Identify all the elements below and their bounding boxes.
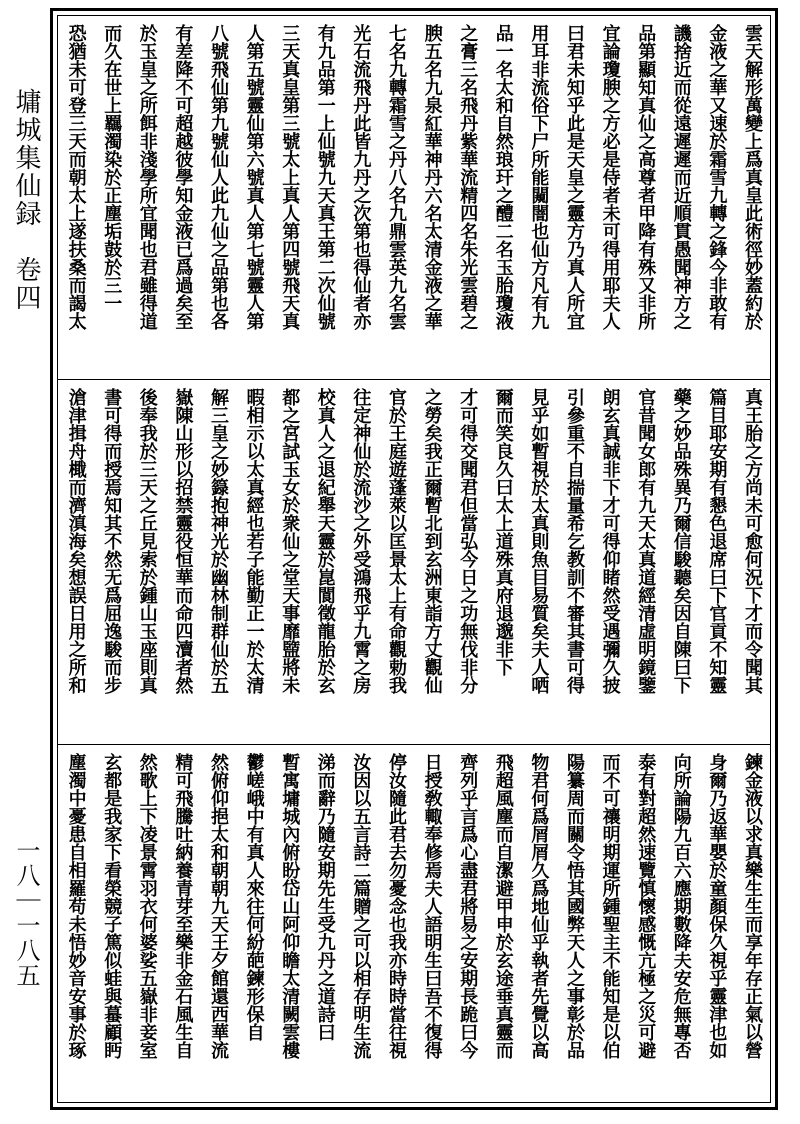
text-column: 然歌上下凌景霄羽衣何婆娑五嶽非妾室 — [136, 753, 158, 1059]
text-column: 官於王庭遊蓬萊以匡景太上有命觀勅我 — [385, 388, 407, 694]
text-column: 滄津揖舟檝而濟滇海矣想誤日用之所和 — [65, 388, 87, 694]
text-column: 鍊金液以求真樂生生而享年存正氣以營 — [741, 753, 763, 1059]
text-column: 光石流飛丹此皆九丹之次第也得仙者亦 — [350, 24, 372, 330]
text-column: 校真人之退紀舉天靈於崑閬徵龍胎於玄 — [314, 388, 336, 694]
text-column: 都之宮試玉女於衆仙之堂天事靡盬將未 — [279, 388, 301, 694]
text-column: 朗玄真誠非下才可得仰睹然受遇彌久披 — [599, 388, 621, 694]
text-column: 用耳非流俗下尸所能闚闇也仙方凡有九 — [528, 24, 550, 330]
text-column: 書可得而授焉知其不然无爲屈逸駿而步 — [101, 388, 123, 694]
text-column: 之膏三名飛丹紫華流精四名朱光雲碧之 — [457, 24, 479, 330]
text-column: 譏捨近而從遠遲遲而近順貫愚聞神方之 — [670, 24, 692, 330]
text-column: 真王胎之方尚未可愈何況下才而令聞其 — [741, 388, 763, 694]
text-column: 有差降不可超越彼學知金液已爲過矣至 — [172, 24, 194, 330]
margin-page-number: 一八｜一八五 — [12, 838, 40, 988]
text-column: 身爾乃返華嬰於童顏保久視乎靈津也如 — [706, 753, 728, 1059]
text-column: 品第顯知真仙之高尊者甲降有殊又非所 — [635, 24, 657, 330]
text-column: 品一名太和自然琅玕之醴二名玉胎瓊液 — [492, 24, 514, 330]
text-column: 金液之華又速於霜雪九轉之鋒今非敢有 — [706, 24, 728, 330]
text-column: 藥之妙品殊異乃爾信駿聽矣因自陳曰下 — [670, 388, 692, 694]
text-column: 然俯仰挹太和朝朝九天王夕館還西華流 — [207, 753, 229, 1059]
text-column: 於玉皇之所餌非淺學所宜聞也君雖得道 — [136, 24, 158, 330]
text-column: 鬱嵯峨中有真人來往何紛葩鍊形保自 — [243, 753, 265, 1041]
page-frame-inner — [57, 15, 771, 1103]
text-column: 八號飛仙第九號仙人此九仙之品第也各 — [207, 24, 229, 330]
text-column: 暫寓墉城內俯盼岱山阿仰瞻太清闕雲樓 — [279, 753, 301, 1059]
text-register-3 — [58, 745, 770, 1108]
text-column: 向所論陽九百六應期數降夫安危無專否 — [670, 753, 692, 1059]
text-column: 陽纂周而關令悟其國弊天人之事彰於品 — [563, 753, 585, 1059]
margin-title: 墉城集仙録 卷四 — [11, 88, 41, 312]
page-frame — [50, 8, 778, 1110]
text-column: 塵濁中憂患自相羅苟未悟妙音安事於琢 — [65, 753, 87, 1059]
text-column: 三天真皇第三號太上真人第四號飛天真 — [279, 24, 301, 330]
text-column: 雲天解形萬變上爲真皇此術徑妙蓋約於 — [741, 24, 763, 330]
text-column: 爾而笑良久曰太上道殊真府退邈非下 — [492, 388, 514, 676]
text-column: 而久在世上羈濁染於正塵垢鼓於三一 — [101, 24, 123, 312]
text-column: 汝因以五言詩二篇贈之可以相存明生流 — [350, 753, 372, 1059]
text-column: 引參重不自揣量希乞教訓不審其書可得 — [563, 388, 585, 694]
text-column: 嶽陳山形以招禁靈役恒華而命四瀆者然 — [172, 388, 194, 694]
text-column: 涕而辭乃隨安期先生受九丹之道詩曰 — [314, 753, 336, 1041]
text-column: 恐猶未可登三天而朝太上遂扶桑而謁太 — [65, 24, 87, 330]
text-register-1 — [58, 16, 770, 379]
text-column: 見乎如暫視於太真則魚目易質矣夫人哂 — [528, 388, 550, 694]
text-column: 曰君未知乎此是天皇之靈方乃真人所宜 — [563, 24, 585, 330]
text-column: 官昔聞女郎有九天太真道經清虛明鏡鑒 — [635, 388, 657, 694]
text-column: 七名九轉霜雪之丹八名九鼎雲英九名雲 — [385, 24, 407, 330]
text-column: 解三皇之妙籙抱神光於幽林制群仙於五 — [207, 388, 229, 694]
text-column: 飛超風塵而自潔避甲申於玄途垂真靈而 — [492, 753, 514, 1059]
text-column: 泰有對超然速覽慎懷感慨亢極之災可避 — [635, 753, 657, 1059]
text-register-2 — [58, 380, 770, 743]
text-column: 日授敎輙奉修焉夫人語明生曰吾不復得 — [421, 753, 443, 1059]
text-column: 暇相示以太真經也若子能勤正一於太清 — [243, 388, 265, 694]
text-column: 而不可禳明期運所鍾聖主不能知是以伯 — [599, 753, 621, 1059]
text-column: 腴五名九泉紅華神丹六名太清金液之華 — [421, 24, 443, 330]
text-column: 才可得交聞君但當弘今日之功無伐非分 — [457, 388, 479, 694]
text-column: 有九品第一上仙號九天真王第二次仙號 — [314, 24, 336, 330]
text-column: 之勞矣我正爾暫北到玄洲東詣方丈觀仙 — [421, 388, 443, 694]
text-column: 精可飛騰吐納養青芽至樂非金石風生自 — [172, 753, 194, 1059]
text-column: 齊列乎言爲心盡君將易之安期長跪曰今 — [457, 753, 479, 1059]
text-column: 物君何爲屑屑久爲地仙乎執者先覺以高 — [528, 753, 550, 1059]
text-column: 往定神仙於流沙之外受鴻飛乎九霄之房 — [350, 388, 372, 694]
text-column: 後奉我於三天之丘見索於鍾山玉座則真 — [136, 388, 158, 694]
text-column: 停汝隨此君去勿憂念也我亦時時當往視 — [385, 753, 407, 1059]
text-column: 人第五號靈仙第六號真人第七號靈人第 — [243, 24, 265, 330]
text-column: 宜論瓊腴之方必是侍者未可得用耶夫人 — [599, 24, 621, 330]
text-column: 篇目耶安期有懇色退席曰下官貢不知靈 — [706, 388, 728, 694]
text-column: 玄都是我家下看榮競子篤似蛙與蟇顧眄 — [101, 753, 123, 1059]
